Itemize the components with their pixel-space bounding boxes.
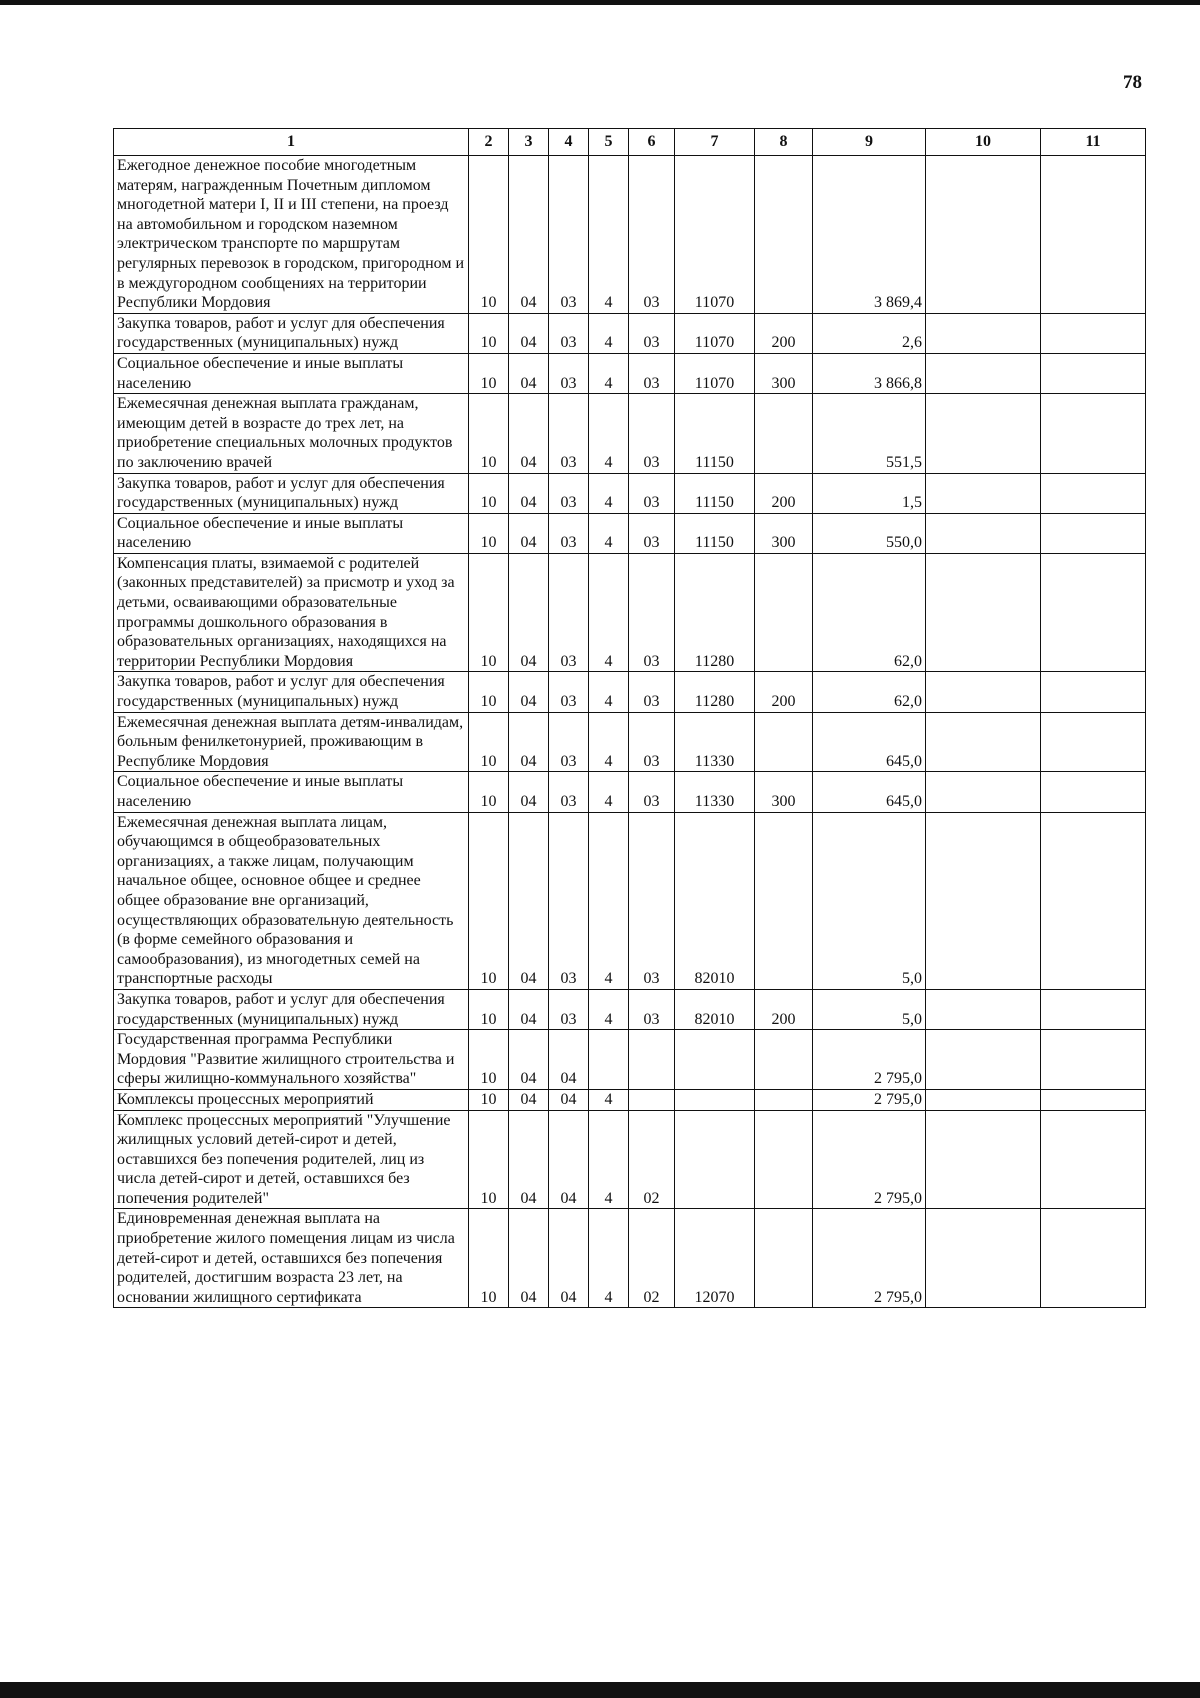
row-code-c2: 10	[469, 812, 509, 989]
row-code-c7: 11150	[675, 513, 755, 553]
empty-cell-col10	[926, 712, 1041, 772]
row-code-c8	[755, 394, 813, 473]
row-amount: 2 795,0	[813, 1209, 926, 1308]
row-code-c2: 10	[469, 989, 509, 1029]
row-code-c7: 11070	[675, 313, 755, 353]
row-code-c6: 02	[629, 1209, 675, 1308]
row-code-c8: 200	[755, 672, 813, 712]
row-code-c8	[755, 712, 813, 772]
row-amount: 5,0	[813, 989, 926, 1029]
table-row	[114, 672, 1146, 712]
column-header-9: 9	[813, 129, 926, 156]
row-code-c4: 04	[549, 1089, 589, 1110]
row-amount: 5,0	[813, 812, 926, 989]
row-code-c4: 04	[549, 1030, 589, 1090]
row-code-c5: 4	[589, 1209, 629, 1308]
row-code-c3: 04	[509, 989, 549, 1029]
row-amount: 2 795,0	[813, 1089, 926, 1110]
row-code-c6: 03	[629, 812, 675, 989]
page-number: 78	[1123, 72, 1142, 93]
empty-cell-col10	[926, 156, 1041, 314]
row-name: Ежемесячная денежная выплата лицам, обучающимся в общеобразовательных организациях, а также лицам, получающим начальное общее, основное общее и среднее общее образование вне организаций, осуществляющих образовательную деятельность (в форме семейного образования и самообразования), из многодетных семей на транспортные расходы	[114, 812, 469, 989]
row-name: Единовременная денежная выплата на приобретение жилого помещения лицам из числа детей-сирот и детей, оставшихся без попечения родителей, достигшим возраста 23 лет, на основании жилищного сертификата	[114, 1209, 469, 1308]
empty-cell-col10	[926, 812, 1041, 989]
row-code-c4: 03	[549, 513, 589, 553]
row-code-c2: 10	[469, 772, 509, 812]
row-amount: 2,6	[813, 313, 926, 353]
row-code-c4: 04	[549, 1209, 589, 1308]
row-code-c4: 03	[549, 989, 589, 1029]
row-code-c8	[755, 1209, 813, 1308]
row-code-c7: 11330	[675, 772, 755, 812]
row-code-c8: 300	[755, 353, 813, 393]
table-row	[114, 353, 1146, 393]
row-code-c6: 02	[629, 1110, 675, 1209]
row-name: Компенсация платы, взимаемой с родителей (законных представителей) за присмотр и уход за детьми, осваивающими образовательные программы дошкольного образования в образовательных организациях, находящихся на территории Республики Мордовия	[114, 553, 469, 672]
row-code-c2: 10	[469, 553, 509, 672]
row-code-c5	[589, 1030, 629, 1090]
row-code-c3: 04	[509, 156, 549, 314]
row-code-c3: 04	[509, 772, 549, 812]
table-body	[114, 156, 1146, 1308]
column-header-5: 5	[589, 129, 629, 156]
row-code-c4: 03	[549, 353, 589, 393]
column-header-3: 3	[509, 129, 549, 156]
empty-cell-col11	[1041, 989, 1146, 1029]
row-code-c2: 10	[469, 672, 509, 712]
row-code-c8: 300	[755, 772, 813, 812]
empty-cell-col10	[926, 989, 1041, 1029]
empty-cell-col10	[926, 1110, 1041, 1209]
row-code-c5: 4	[589, 553, 629, 672]
row-code-c8	[755, 1110, 813, 1209]
row-code-c5: 4	[589, 394, 629, 473]
row-code-c2: 10	[469, 1030, 509, 1090]
scan-bottom-edge	[0, 1682, 1200, 1698]
row-name: Ежемесячная денежная выплата гражданам, имеющим детей в возрасте до трех лет, на приобретение специальных молочных продуктов по заключению врачей	[114, 394, 469, 473]
empty-cell-col10	[926, 1030, 1041, 1090]
row-code-c5: 4	[589, 156, 629, 314]
table-row	[114, 1110, 1146, 1209]
row-code-c6: 03	[629, 553, 675, 672]
column-header-4: 4	[549, 129, 589, 156]
row-code-c8: 200	[755, 313, 813, 353]
column-header-2: 2	[469, 129, 509, 156]
row-code-c2: 10	[469, 394, 509, 473]
row-code-c8: 300	[755, 513, 813, 553]
table-row	[114, 1209, 1146, 1308]
row-code-c8	[755, 1089, 813, 1110]
table-row	[114, 313, 1146, 353]
row-code-c5: 4	[589, 513, 629, 553]
row-code-c2: 10	[469, 1209, 509, 1308]
row-code-c7: 11280	[675, 672, 755, 712]
row-code-c3: 04	[509, 1089, 549, 1110]
empty-cell-col10	[926, 473, 1041, 513]
row-code-c5: 4	[589, 712, 629, 772]
row-name: Комплекс процессных мероприятий "Улучшение жилищных условий детей-сирот и детей, оставшихся без попечения родителей, лиц из числа детей-сирот и детей, оставшихся без попечения родителей"	[114, 1110, 469, 1209]
row-code-c3: 04	[509, 313, 549, 353]
empty-cell-col10	[926, 353, 1041, 393]
row-code-c7: 82010	[675, 989, 755, 1029]
row-code-c4: 03	[549, 313, 589, 353]
empty-cell-col10	[926, 772, 1041, 812]
column-header-11: 11	[1041, 129, 1146, 156]
table-row	[114, 394, 1146, 473]
row-amount: 3 869,4	[813, 156, 926, 314]
row-code-c2: 10	[469, 473, 509, 513]
row-code-c8	[755, 812, 813, 989]
table-row	[114, 712, 1146, 772]
row-code-c2: 10	[469, 156, 509, 314]
row-code-c5: 4	[589, 1089, 629, 1110]
column-header-10: 10	[926, 129, 1041, 156]
empty-cell-col11	[1041, 812, 1146, 989]
empty-cell-col11	[1041, 473, 1146, 513]
row-name: Закупка товаров, работ и услуг для обеспечения государственных (муниципальных) нужд	[114, 672, 469, 712]
row-name: Ежегодное денежное пособие многодетным матерям, награжденным Почетным дипломом многодетной матери I, II и III степени, на проезд на автомобильном и городском наземном электрическом транспорте по маршрутам регулярных перевозок в городском, пригородном и в междугородном сообщениях на территории Республики Мордовия	[114, 156, 469, 314]
row-code-c7: 11150	[675, 473, 755, 513]
row-name: Закупка товаров, работ и услуг для обеспечения государственных (муниципальных) нужд	[114, 313, 469, 353]
row-name: Социальное обеспечение и иные выплаты населению	[114, 513, 469, 553]
row-name: Закупка товаров, работ и услуг для обеспечения государственных (муниципальных) нужд	[114, 473, 469, 513]
row-code-c7: 11280	[675, 553, 755, 672]
row-code-c5: 4	[589, 313, 629, 353]
row-code-c5: 4	[589, 473, 629, 513]
empty-cell-col11	[1041, 394, 1146, 473]
row-code-c5: 4	[589, 812, 629, 989]
column-header-6: 6	[629, 129, 675, 156]
row-name: Ежемесячная денежная выплата детям-инвалидам, больным фенилкетонурией, проживающим в Республике Мордовия	[114, 712, 469, 772]
table-row	[114, 156, 1146, 314]
empty-cell-col10	[926, 672, 1041, 712]
row-code-c6: 03	[629, 513, 675, 553]
row-code-c2: 10	[469, 513, 509, 553]
row-code-c6: 03	[629, 772, 675, 812]
row-code-c3: 04	[509, 394, 549, 473]
table-row	[114, 812, 1146, 989]
row-amount: 645,0	[813, 712, 926, 772]
row-amount: 62,0	[813, 553, 926, 672]
row-code-c6: 03	[629, 473, 675, 513]
empty-cell-col11	[1041, 553, 1146, 672]
row-code-c4: 03	[549, 672, 589, 712]
empty-cell-col11	[1041, 1209, 1146, 1308]
row-code-c5: 4	[589, 1110, 629, 1209]
row-code-c7: 11070	[675, 353, 755, 393]
row-code-c8	[755, 1030, 813, 1090]
row-code-c7	[675, 1110, 755, 1209]
column-header-7: 7	[675, 129, 755, 156]
row-code-c4: 03	[549, 473, 589, 513]
table-row	[114, 1030, 1146, 1090]
row-code-c2: 10	[469, 353, 509, 393]
row-name: Социальное обеспечение и иные выплаты населению	[114, 353, 469, 393]
table-row	[114, 772, 1146, 812]
row-code-c3: 04	[509, 1110, 549, 1209]
empty-cell-col10	[926, 553, 1041, 672]
empty-cell-col11	[1041, 313, 1146, 353]
row-code-c3: 04	[509, 553, 549, 672]
row-code-c6: 03	[629, 313, 675, 353]
table-row	[114, 553, 1146, 672]
row-amount: 551,5	[813, 394, 926, 473]
scan-top-edge	[0, 0, 1200, 5]
empty-cell-col11	[1041, 1030, 1146, 1090]
row-code-c6	[629, 1030, 675, 1090]
row-code-c7: 11330	[675, 712, 755, 772]
row-code-c4: 03	[549, 812, 589, 989]
row-amount: 645,0	[813, 772, 926, 812]
row-code-c6: 03	[629, 672, 675, 712]
empty-cell-col11	[1041, 772, 1146, 812]
row-code-c7: 82010	[675, 812, 755, 989]
row-code-c3: 04	[509, 353, 549, 393]
row-code-c2: 10	[469, 1110, 509, 1209]
row-amount: 3 866,8	[813, 353, 926, 393]
row-name: Закупка товаров, работ и услуг для обеспечения государственных (муниципальных) нужд	[114, 989, 469, 1029]
row-code-c2: 10	[469, 313, 509, 353]
row-code-c4: 03	[549, 712, 589, 772]
row-code-c4: 03	[549, 394, 589, 473]
row-code-c8: 200	[755, 473, 813, 513]
row-code-c7	[675, 1030, 755, 1090]
empty-cell-col11	[1041, 156, 1146, 314]
row-code-c5: 4	[589, 672, 629, 712]
row-code-c6: 03	[629, 394, 675, 473]
row-amount: 2 795,0	[813, 1030, 926, 1090]
empty-cell-col11	[1041, 1089, 1146, 1110]
budget-table	[113, 128, 1146, 1308]
row-code-c5: 4	[589, 772, 629, 812]
row-code-c4: 03	[549, 553, 589, 672]
header-row	[114, 129, 1146, 156]
row-code-c4: 03	[549, 156, 589, 314]
table-row	[114, 513, 1146, 553]
row-amount: 550,0	[813, 513, 926, 553]
row-code-c2: 10	[469, 1089, 509, 1110]
table-row	[114, 473, 1146, 513]
row-code-c6: 03	[629, 989, 675, 1029]
empty-cell-col11	[1041, 672, 1146, 712]
row-code-c6: 03	[629, 712, 675, 772]
row-code-c7: 11070	[675, 156, 755, 314]
row-code-c7	[675, 1089, 755, 1110]
row-code-c7: 12070	[675, 1209, 755, 1308]
empty-cell-col11	[1041, 1110, 1146, 1209]
row-code-c7: 11150	[675, 394, 755, 473]
table-row	[114, 1089, 1146, 1110]
row-amount: 62,0	[813, 672, 926, 712]
row-code-c8: 200	[755, 989, 813, 1029]
row-code-c3: 04	[509, 812, 549, 989]
row-code-c5: 4	[589, 353, 629, 393]
row-name: Социальное обеспечение и иные выплаты населению	[114, 772, 469, 812]
row-code-c6	[629, 1089, 675, 1110]
row-code-c4: 03	[549, 772, 589, 812]
row-amount: 2 795,0	[813, 1110, 926, 1209]
row-code-c8	[755, 553, 813, 672]
empty-cell-col10	[926, 313, 1041, 353]
row-code-c5: 4	[589, 989, 629, 1029]
row-code-c3: 04	[509, 672, 549, 712]
row-code-c4: 04	[549, 1110, 589, 1209]
row-code-c6: 03	[629, 156, 675, 314]
row-code-c3: 04	[509, 513, 549, 553]
row-code-c3: 04	[509, 1030, 549, 1090]
row-code-c3: 04	[509, 473, 549, 513]
column-header-1: 1	[114, 129, 469, 156]
row-code-c8	[755, 156, 813, 314]
row-code-c2: 10	[469, 712, 509, 772]
row-code-c3: 04	[509, 1209, 549, 1308]
empty-cell-col10	[926, 1089, 1041, 1110]
empty-cell-col10	[926, 1209, 1041, 1308]
row-name: Комплексы процессных мероприятий	[114, 1089, 469, 1110]
row-name: Государственная программа Республики Мордовия "Развитие жилищного строительства и сферы жилищно-коммунального хозяйства"	[114, 1030, 469, 1090]
row-code-c3: 04	[509, 712, 549, 772]
row-amount: 1,5	[813, 473, 926, 513]
row-code-c6: 03	[629, 353, 675, 393]
empty-cell-col10	[926, 394, 1041, 473]
empty-cell-col10	[926, 513, 1041, 553]
column-header-8: 8	[755, 129, 813, 156]
empty-cell-col11	[1041, 513, 1146, 553]
table-row	[114, 989, 1146, 1029]
empty-cell-col11	[1041, 712, 1146, 772]
empty-cell-col11	[1041, 353, 1146, 393]
